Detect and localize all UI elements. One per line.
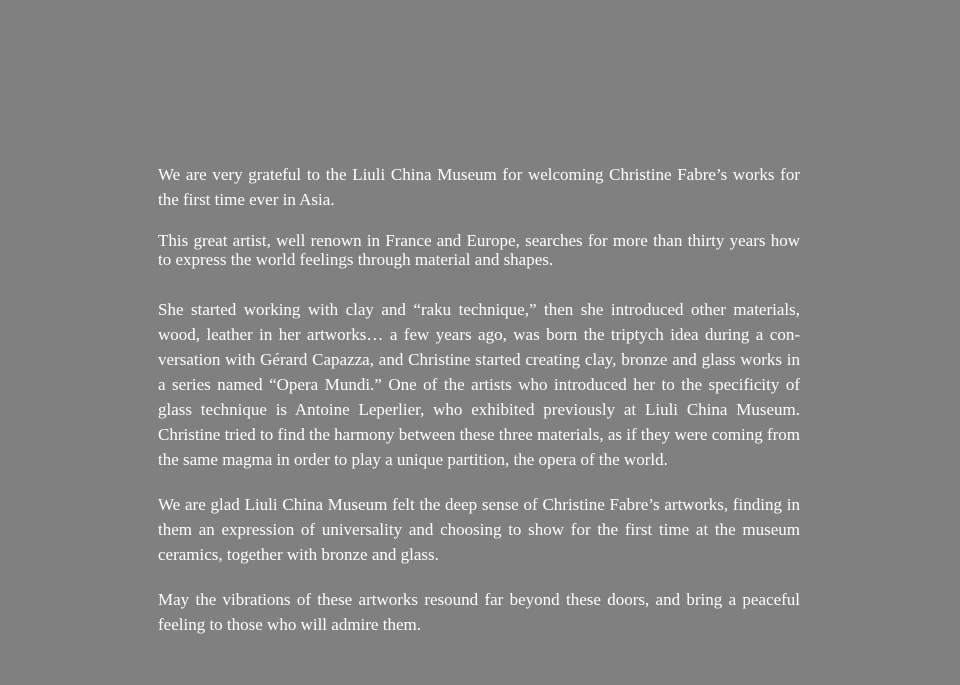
document-body (158, 162, 800, 637)
paragraph-gratitude: We are very grateful to the Liuli China Museum for welcoming Christine Fabre’s works for the first time ever in Asia. (158, 165, 800, 209)
paragraph-artist-intro: This great artist, well renown in France and Europe, searches for more than thirty years how to express the world feelings through material and shapes. (158, 231, 800, 269)
paragraph-museum-choice: We are glad Liuli China Museum felt the deep sense of Christine Fabre’s artworks, finding in them an expression of universality and choosing to show for the first time at the museum ceramics, together with bronze and glass. (158, 495, 800, 564)
paragraph-artistic-journey: She started working with clay and “raku technique,” then she introduced other materials, wood, leather in her artworks… a few years ago, was born the triptych idea during a conversation with Gérard Capazza, and Christine started creating clay, bronze and glass works in a series named “Opera Mundi.” One of the artists who introduced her to the specificity of glass technique is Antoine Leperlier, who exhibited previously at Liuli China Museum. Christine tried to find the harmony between these three materials, as if they were coming from the same magma in order to play a unique partition, the opera of the world. (158, 300, 801, 469)
paragraph-closing-wish: May the vibrations of these artworks resound far beyond these doors, and bring a peaceful feeling to those who will admire them. (158, 590, 800, 634)
